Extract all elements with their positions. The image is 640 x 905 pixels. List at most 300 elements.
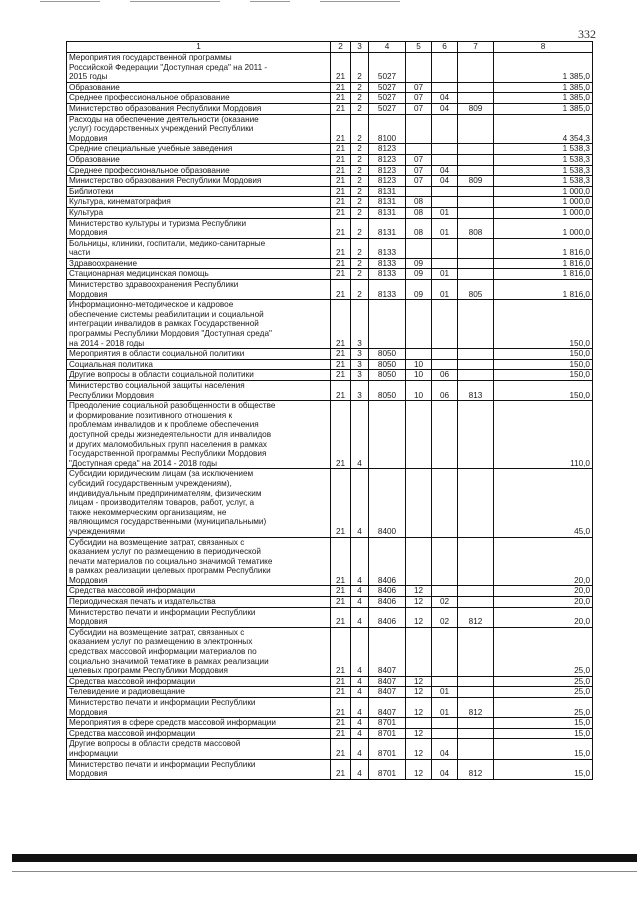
code-col-3: 2 [351, 197, 369, 208]
code-col-4: 8123 [369, 144, 406, 155]
item-name: Министерство культуры и туризма Республики Мордовия [67, 218, 331, 238]
item-name: Культура [67, 207, 331, 218]
code-col-2: 21 [331, 718, 351, 729]
table-row [67, 165, 593, 176]
code-col-6: 02 [432, 597, 458, 608]
code-col-4 [369, 300, 406, 349]
code-col-6 [432, 186, 458, 197]
code-col-3: 4 [351, 469, 369, 537]
amount: 1 816,0 [494, 238, 593, 258]
code-col-3: 4 [351, 698, 369, 718]
amount: 1 385,0 [494, 53, 593, 83]
amount: 1 816,0 [494, 269, 593, 280]
code-col-3: 4 [351, 728, 369, 739]
table-row [67, 728, 593, 739]
code-col-6 [432, 82, 458, 93]
table-row [67, 537, 593, 586]
code-col-2: 21 [331, 687, 351, 698]
code-col-2: 21 [331, 586, 351, 597]
code-col-4: 8406 [369, 597, 406, 608]
amount: 15,0 [494, 739, 593, 759]
code-col-6 [432, 258, 458, 269]
table-row [67, 280, 593, 300]
code-col-7 [458, 469, 494, 537]
table-row [67, 739, 593, 759]
code-col-2: 21 [331, 759, 351, 779]
column-header: 3 [351, 42, 369, 53]
code-col-2: 21 [331, 280, 351, 300]
code-col-2: 21 [331, 269, 351, 280]
item-name: Социальная политика [67, 359, 331, 370]
code-col-5 [406, 53, 432, 83]
code-col-4: 8050 [369, 359, 406, 370]
code-col-5: 10 [406, 359, 432, 370]
item-name: Культура, кинематография [67, 197, 331, 208]
code-col-2: 21 [331, 597, 351, 608]
code-col-4: 8123 [369, 176, 406, 187]
code-col-5 [406, 144, 432, 155]
code-col-3: 2 [351, 238, 369, 258]
item-name: Информационно-методическое и кадровое обеспечение системы реабилитации и социальной интеграции инвалидов в рамках Государственной программы Республики Мордовия "Доступная среда" на 2014 - 2018 годы [67, 300, 331, 349]
code-col-7 [458, 144, 494, 155]
table-row [67, 370, 593, 381]
amount: 150,0 [494, 381, 593, 401]
item-name: Больницы, клиники, госпитали, медико-санитарные части [67, 238, 331, 258]
item-name: Министерство здравоохранения Республики Мордовия [67, 280, 331, 300]
code-col-4: 8133 [369, 269, 406, 280]
code-col-2: 21 [331, 207, 351, 218]
code-col-6: 06 [432, 370, 458, 381]
code-col-3: 4 [351, 687, 369, 698]
code-col-2: 21 [331, 258, 351, 269]
code-col-2: 21 [331, 370, 351, 381]
item-name: Здравоохранение [67, 258, 331, 269]
code-col-5: 07 [406, 103, 432, 114]
code-col-2: 21 [331, 381, 351, 401]
code-col-7 [458, 687, 494, 698]
code-col-3: 4 [351, 759, 369, 779]
item-name: Среднее профессиональное образование [67, 93, 331, 104]
code-col-4: 8406 [369, 537, 406, 586]
column-header: 6 [432, 42, 458, 53]
code-col-4: 8701 [369, 739, 406, 759]
code-col-4: 8133 [369, 258, 406, 269]
code-col-5: 07 [406, 82, 432, 93]
table-row [67, 359, 593, 370]
code-col-3: 4 [351, 627, 369, 676]
code-col-7 [458, 728, 494, 739]
code-col-7 [458, 676, 494, 687]
code-col-3: 2 [351, 258, 369, 269]
code-col-6 [432, 53, 458, 83]
code-col-6 [432, 469, 458, 537]
code-col-3: 3 [351, 359, 369, 370]
code-col-7 [458, 597, 494, 608]
amount: 15,0 [494, 759, 593, 779]
table-row [67, 218, 593, 238]
code-col-7 [458, 165, 494, 176]
code-col-5 [406, 349, 432, 360]
amount: 1 385,0 [494, 103, 593, 114]
code-col-4: 5027 [369, 103, 406, 114]
code-col-5: 09 [406, 269, 432, 280]
item-name: Субсидии на возмещение затрат, связанных с оказанием услуг по размещению в электронных средствах массовой информации материалов по социально значимой тематике в рамках реализации целевых программ Республики Мордовия [67, 627, 331, 676]
amount: 1 385,0 [494, 82, 593, 93]
code-col-6: 01 [432, 218, 458, 238]
code-col-2: 21 [331, 53, 351, 83]
code-col-4: 5027 [369, 82, 406, 93]
code-col-7: 812 [458, 607, 494, 627]
code-col-4: 8131 [369, 207, 406, 218]
code-col-6: 04 [432, 759, 458, 779]
code-col-4: 8701 [369, 718, 406, 729]
code-col-7 [458, 114, 494, 144]
code-col-6 [432, 238, 458, 258]
code-col-6: 01 [432, 698, 458, 718]
item-name: Стационарная медицинская помощь [67, 269, 331, 280]
amount: 110,0 [494, 401, 593, 469]
item-name: Образование [67, 154, 331, 165]
code-col-6: 04 [432, 103, 458, 114]
item-name: Субсидии юридическим лицам (за исключением субсидий государственным учреждениям), индивидуальным предпринимателям, физическим лицам - производителям товаров, работ, услуг, а также некоммерческим организациям, не являющимся государственными (муниципальными) учреждениями [67, 469, 331, 537]
code-col-3: 2 [351, 280, 369, 300]
amount: 25,0 [494, 698, 593, 718]
code-col-4: 8123 [369, 154, 406, 165]
scan-bottom-bar [12, 854, 637, 862]
table-row [67, 300, 593, 349]
code-col-6 [432, 114, 458, 144]
item-name: Министерство печати и информации Республики Мордовия [67, 759, 331, 779]
amount: 1 000,0 [494, 207, 593, 218]
table-row [67, 586, 593, 597]
code-col-6 [432, 676, 458, 687]
code-col-4: 8406 [369, 607, 406, 627]
table-row [67, 258, 593, 269]
code-col-6: 01 [432, 687, 458, 698]
code-col-4: 8133 [369, 280, 406, 300]
code-col-4: 8407 [369, 698, 406, 718]
code-col-3: 4 [351, 676, 369, 687]
table-row [67, 154, 593, 165]
amount: 1 538,3 [494, 165, 593, 176]
table-row [67, 698, 593, 718]
item-name: Средние специальные учебные заведения [67, 144, 331, 155]
code-col-7: 809 [458, 103, 494, 114]
amount: 1 538,3 [494, 154, 593, 165]
code-col-2: 21 [331, 469, 351, 537]
code-col-4: 8050 [369, 370, 406, 381]
code-col-5 [406, 718, 432, 729]
code-col-3: 3 [351, 381, 369, 401]
code-col-3: 2 [351, 53, 369, 83]
code-col-2: 21 [331, 186, 351, 197]
amount: 150,0 [494, 370, 593, 381]
code-col-3: 4 [351, 597, 369, 608]
item-name: Министерство печати и информации Республики Мордовия [67, 698, 331, 718]
column-header: 4 [369, 42, 406, 53]
table-row [67, 114, 593, 144]
code-col-4: 8131 [369, 218, 406, 238]
amount: 45,0 [494, 469, 593, 537]
code-col-3: 2 [351, 154, 369, 165]
item-name: Министерство образования Республики Мордовия [67, 103, 331, 114]
code-col-6 [432, 197, 458, 208]
table-row [67, 607, 593, 627]
table-row [67, 718, 593, 729]
code-col-4: 8133 [369, 238, 406, 258]
code-col-4: 8701 [369, 759, 406, 779]
code-col-5: 12 [406, 739, 432, 759]
code-col-7 [458, 718, 494, 729]
item-name: Министерство образования Республики Мордовия [67, 176, 331, 187]
amount: 15,0 [494, 718, 593, 729]
item-name: Расходы на обеспечение деятельности (оказание услуг) государственных учреждений Республики Мордовия [67, 114, 331, 144]
code-col-7 [458, 186, 494, 197]
code-col-6 [432, 537, 458, 586]
code-col-4: 8407 [369, 627, 406, 676]
code-col-3: 4 [351, 739, 369, 759]
code-col-4: 8131 [369, 197, 406, 208]
code-col-7 [458, 370, 494, 381]
code-col-7: 805 [458, 280, 494, 300]
code-col-7 [458, 359, 494, 370]
code-col-3: 4 [351, 718, 369, 729]
table-row [67, 687, 593, 698]
amount: 1 816,0 [494, 280, 593, 300]
code-col-5: 12 [406, 728, 432, 739]
code-col-7 [458, 300, 494, 349]
code-col-5: 12 [406, 687, 432, 698]
code-col-3: 2 [351, 218, 369, 238]
item-name: Средства массовой информации [67, 586, 331, 597]
table-row [67, 186, 593, 197]
code-col-2: 21 [331, 300, 351, 349]
code-col-2: 21 [331, 728, 351, 739]
code-col-5: 09 [406, 258, 432, 269]
code-col-5: 12 [406, 597, 432, 608]
table-row [67, 469, 593, 537]
item-name: Преодоление социальной разобщенности в обществе и формирование позитивного отношения к проблемам инвалидов и к проблеме обеспечения доступной среды жизнедеятельности для инвалидов и других маломобильных групп населения в рамках Государственной программы Республики Мордовия "Доступная среда" на 2014 - 2018 годы [67, 401, 331, 469]
code-col-3: 4 [351, 537, 369, 586]
code-col-6 [432, 401, 458, 469]
code-col-2: 21 [331, 82, 351, 93]
code-col-7 [458, 53, 494, 83]
code-col-4: 5027 [369, 93, 406, 104]
table-row [67, 381, 593, 401]
code-col-5: 12 [406, 586, 432, 597]
code-col-6 [432, 586, 458, 597]
code-col-5 [406, 238, 432, 258]
code-col-3: 2 [351, 186, 369, 197]
code-col-2: 21 [331, 197, 351, 208]
code-col-2: 21 [331, 537, 351, 586]
item-name: Средства массовой информации [67, 728, 331, 739]
amount: 150,0 [494, 300, 593, 349]
code-col-3: 4 [351, 607, 369, 627]
code-col-3: 2 [351, 144, 369, 155]
page-number: 332 [578, 27, 596, 41]
item-name: Средства массовой информации [67, 676, 331, 687]
amount: 1 538,3 [494, 176, 593, 187]
code-col-4: 8050 [369, 349, 406, 360]
amount: 1 000,0 [494, 186, 593, 197]
code-col-6 [432, 154, 458, 165]
code-col-5 [406, 114, 432, 144]
code-col-3: 2 [351, 114, 369, 144]
item-name: Другие вопросы в области социальной политики [67, 370, 331, 381]
table-row [67, 269, 593, 280]
column-header: 8 [494, 42, 593, 53]
amount: 1 816,0 [494, 258, 593, 269]
table-row [67, 82, 593, 93]
item-name: Министерство печати и информации Республики Мордовия [67, 607, 331, 627]
code-col-6 [432, 359, 458, 370]
table-row [67, 53, 593, 83]
code-col-4: 8100 [369, 114, 406, 144]
amount: 15,0 [494, 728, 593, 739]
amount: 1 000,0 [494, 218, 593, 238]
code-col-7 [458, 739, 494, 759]
code-col-2: 21 [331, 154, 351, 165]
code-col-3: 4 [351, 401, 369, 469]
code-col-7 [458, 269, 494, 280]
amount: 150,0 [494, 349, 593, 360]
code-col-7 [458, 82, 494, 93]
code-col-4: 8406 [369, 586, 406, 597]
code-col-5: 12 [406, 676, 432, 687]
code-col-6: 01 [432, 280, 458, 300]
code-col-6 [432, 300, 458, 349]
code-col-6: 04 [432, 165, 458, 176]
item-name: Другие вопросы в области средств массовой информации [67, 739, 331, 759]
column-header: 5 [406, 42, 432, 53]
code-col-2: 21 [331, 627, 351, 676]
item-name: Телевидение и радиовещание [67, 687, 331, 698]
code-col-5: 12 [406, 607, 432, 627]
code-col-4: 8400 [369, 469, 406, 537]
code-col-5: 08 [406, 218, 432, 238]
table-row [67, 176, 593, 187]
code-col-5: 10 [406, 381, 432, 401]
code-col-6: 01 [432, 207, 458, 218]
code-col-7 [458, 349, 494, 360]
code-col-2: 21 [331, 676, 351, 687]
code-col-4: 8123 [369, 165, 406, 176]
code-col-3: 2 [351, 207, 369, 218]
table-row [67, 207, 593, 218]
code-col-3: 3 [351, 300, 369, 349]
code-col-5: 08 [406, 197, 432, 208]
code-col-3: 2 [351, 269, 369, 280]
amount: 25,0 [494, 627, 593, 676]
code-col-4: 5027 [369, 53, 406, 83]
code-col-5: 10 [406, 370, 432, 381]
code-col-5: 12 [406, 698, 432, 718]
code-col-7 [458, 401, 494, 469]
code-col-6: 02 [432, 607, 458, 627]
code-col-7: 813 [458, 381, 494, 401]
code-col-6: 04 [432, 176, 458, 187]
code-col-5: 07 [406, 176, 432, 187]
code-col-6 [432, 718, 458, 729]
code-col-3: 2 [351, 176, 369, 187]
amount: 25,0 [494, 687, 593, 698]
code-col-7 [458, 207, 494, 218]
code-col-2: 21 [331, 359, 351, 370]
code-col-2: 21 [331, 349, 351, 360]
code-col-6 [432, 627, 458, 676]
amount: 20,0 [494, 537, 593, 586]
amount: 20,0 [494, 607, 593, 627]
code-col-4: 8131 [369, 186, 406, 197]
code-col-3: 4 [351, 586, 369, 597]
code-col-5: 08 [406, 207, 432, 218]
code-col-2: 21 [331, 698, 351, 718]
code-col-6 [432, 728, 458, 739]
code-col-7 [458, 238, 494, 258]
code-col-2: 21 [331, 93, 351, 104]
code-col-3: 3 [351, 349, 369, 360]
code-col-4 [369, 401, 406, 469]
code-col-2: 21 [331, 218, 351, 238]
column-header: 2 [331, 42, 351, 53]
table-row [67, 103, 593, 114]
code-col-2: 21 [331, 238, 351, 258]
table-row [67, 676, 593, 687]
item-name: Министерство социальной защиты населения Республики Мордовия [67, 381, 331, 401]
amount: 20,0 [494, 597, 593, 608]
code-col-5 [406, 537, 432, 586]
code-col-6: 04 [432, 93, 458, 104]
item-name: Мероприятия государственной программы Российской Федерации "Доступная среда" на 2011 - 2015 годы [67, 53, 331, 83]
code-col-5: 12 [406, 759, 432, 779]
code-col-7 [458, 586, 494, 597]
amount: 150,0 [494, 359, 593, 370]
item-name: Субсидии на возмещение затрат, связанных с оказанием услуг по размещению в периодической печати материалов по социально значимой тематике в рамках реализации целевых программ Республики Мордовия [67, 537, 331, 586]
code-col-2: 21 [331, 103, 351, 114]
code-col-7 [458, 537, 494, 586]
scan-bottom-line [12, 871, 637, 872]
table-row [67, 349, 593, 360]
table-row [67, 759, 593, 779]
code-col-7 [458, 197, 494, 208]
code-col-6 [432, 349, 458, 360]
amount: 1 000,0 [494, 197, 593, 208]
amount: 1 385,0 [494, 93, 593, 104]
code-col-5: 09 [406, 280, 432, 300]
item-name: Библиотеки [67, 186, 331, 197]
code-col-5 [406, 186, 432, 197]
code-col-7: 812 [458, 698, 494, 718]
code-col-2: 21 [331, 114, 351, 144]
table-row [67, 144, 593, 155]
table-row [67, 238, 593, 258]
code-col-5 [406, 401, 432, 469]
code-col-2: 21 [331, 739, 351, 759]
code-col-7 [458, 154, 494, 165]
code-col-5: 07 [406, 93, 432, 104]
table-row [67, 93, 593, 104]
code-col-7 [458, 258, 494, 269]
code-col-3: 2 [351, 82, 369, 93]
code-col-2: 21 [331, 144, 351, 155]
code-col-7: 809 [458, 176, 494, 187]
table-row [67, 197, 593, 208]
scan-edge-marks [0, 0, 640, 5]
code-col-2: 21 [331, 176, 351, 187]
table-row [67, 401, 593, 469]
amount: 20,0 [494, 586, 593, 597]
